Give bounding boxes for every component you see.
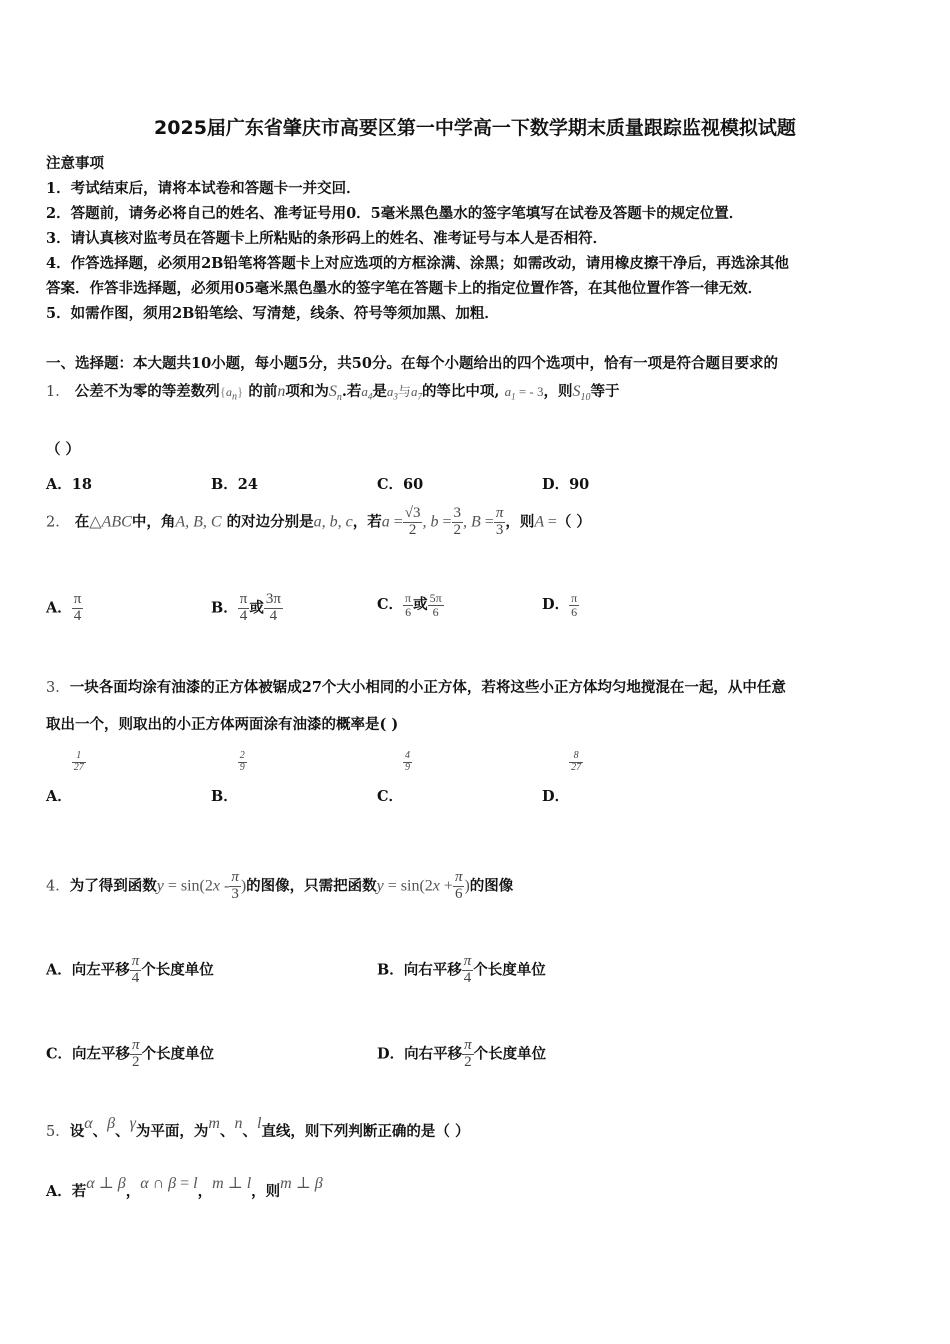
q2-text-4: ，若 [352,513,382,531]
q2-text-1: 在 [74,513,90,531]
note-item-2: 2．答题前，请务必将自己的姓名、准考证号用0．5毫米黑色墨水的签字笔填写在试卷及答题卡的规定位置． [46,205,744,222]
q3-option-c[interactable]: C． $\frac{4}{9}$ [377,750,411,805]
question-2: 2． 在△ABC中，角A, B, C 的对边分别是a, b, c，若a = $\frac{√3}{2}$ , b = $\frac{3}{2}$ , B = $\frac{\pi}{3}$ ，则A =（ ） [46,505,591,538]
q2-option-c[interactable]: C． $\frac{\pi}{6}$ 或 $\frac{5\pi}{6}$ [377,591,442,619]
q4-option-b[interactable]: B．向右平移 $\frac{\pi}{4}$ 个长度单位 [377,953,546,986]
question-3-line-2: 取出一个，则取出的小正方体两面涂有油漆的概率是( ) [46,716,399,733]
q2-text-3: 的对边分别是 [226,513,314,531]
note-item-4: 4．作答选择题，必须用2B铅笔将答题卡上对应选项的方框涂满、涂黑；如需改动，请用橡皮擦干净后，再选涂其他 [46,255,789,272]
question-1: 1． 公差不为零的等差数列$\{a_n\}$ 的前n项和为$S_n$.若$a_4$是$a_3$与$a_7$的等比中项, $a_1$ = - 3，则$S_{10}$等于 [46,383,620,404]
q1-option-c[interactable]: C．60 [377,476,424,493]
q4-option-a[interactable]: A．向左平移 $\frac{\pi}{4}$ 个长度单位 [46,953,214,986]
q1-text-3: 项和为 [285,383,329,400]
note-item-1: 1．考试结束后，请将本试卷和答题卡一并交回． [46,180,361,197]
q4-option-c[interactable]: C．向左平移 $\frac{\pi}{2}$ 个长度单位 [46,1037,215,1070]
q1-text-4: .若 [341,383,362,400]
question-5: 5．设α、β、γ为平面，为m、n、l直线，则下列判断正确的是（ ） [46,1115,470,1140]
q2-text-5: ，则 [505,513,535,531]
notes-heading: 注意事项 [46,155,104,172]
q1-option-a[interactable]: A．18 [46,476,92,493]
q2-text-2: 中，角 [131,513,176,531]
note-item-5: 5．如需作图，须用2B铅笔绘、写清楚，线条、符号等须加黑、加粗． [46,305,499,322]
q1-option-b[interactable]: B．24 [211,476,258,493]
q1-text-6: 的等比中项, [421,383,500,400]
q2-option-d[interactable]: D． $\frac{\pi}{6}$ [542,591,578,619]
q3-option-d[interactable]: D． $\frac{8}{27}$ [542,750,582,805]
question-1-number: 1． [46,384,70,400]
q4-option-d[interactable]: D．向右平移 $\frac{\pi}{2}$ 个长度单位 [377,1037,547,1070]
page-title: 2025届广东省肇庆市高要区第一中学高一下数学期末质量跟踪监视模拟试题 [154,117,796,139]
question-4: 4．为了得到函数y = sin(2x - $\frac{\pi}{3}$ )的图像，只需把函数y = sin(2x + $\frac{\pi}{6}$ )的图像 [46,869,514,902]
q3-option-b[interactable]: B． $\frac{2}{9}$ [211,750,245,805]
q1-text-2: 的前 [248,383,278,400]
q1-paren: （ ） [46,441,81,458]
q3-option-a[interactable]: A． $\frac{1}{27}$ [46,750,84,805]
q1-text-7: ，则 [543,383,573,400]
note-item-4-cont: 答案．作答非选择题，必须用05毫米黑色墨水的签字笔在答题卡上的指定位置作答，在其他位置作答一律无效． [46,280,763,297]
section-heading: 一、选择题：本大题共10小题，每小题5分，共50分。在每个小题给出的四个选项中，恰有一项是符合题目要求的 [46,355,778,372]
q2-option-a[interactable]: A． $\frac{\pi}{4}$ [46,591,82,624]
q2-paren: （ ） [556,513,591,531]
q2-option-b[interactable]: B． $\frac{\pi}{4}$ 或 $\frac{3\pi}{4}$ [211,591,281,624]
q1-option-d[interactable]: D．90 [542,476,590,493]
note-item-3: 3．请认真核对监考员在答题卡上所粘贴的条形码上的姓名、准考证号与本人是否相符． [46,230,608,247]
q1-text-1: 公差不为零的等差数列 [74,383,220,400]
q5-option-a[interactable]: A．若α ⊥ β，α ∩ β = l，m ⊥ l，则m ⊥ β [46,1175,323,1200]
question-2-number: 2． [46,514,70,531]
q1-text-5: 是 [372,383,387,400]
q1-text-8: 等于 [590,383,620,400]
question-3-line-1: 3．一块各面均涂有油漆的正方体被锯成27个大小相同的小正方体，若将这些小正方体均匀地搅混在一起，从中任意 [46,679,786,696]
